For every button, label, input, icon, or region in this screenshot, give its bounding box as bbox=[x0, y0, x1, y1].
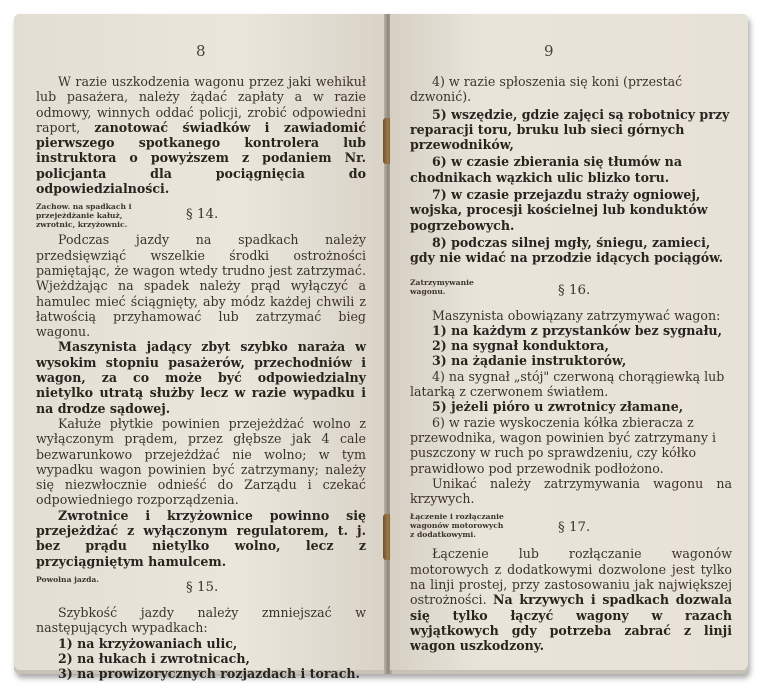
list-item: 5) wszędzie, gdzie zajęci są robotnicy przy reparacji toru, bruku lub sieci górnych przewodników, bbox=[410, 106, 730, 153]
list-item: 1) na krzyżowaniach ulic, bbox=[58, 635, 238, 651]
booklet bbox=[14, 14, 748, 682]
list-item: 4) na sygnał „stój" czerwoną chorągiewką lub latarką z czerwonem światłem. bbox=[410, 368, 725, 400]
list-item: 2) na sygnał konduktora, bbox=[432, 338, 609, 354]
list-item: 5) jeżeli pióro u zwrotnicy złamane, bbox=[432, 399, 684, 415]
continued-list bbox=[410, 74, 732, 266]
intro-text: W razie uszkodzenia wagonu przez jaki wehikuł lub pasażera, należy żądać zapłaty a w razie odmowy, winnych oddać policji, zrobić odpowiedni raport, bbox=[36, 74, 366, 135]
section-15-number: § 15. bbox=[186, 579, 219, 595]
section-15-header bbox=[36, 573, 366, 603]
section-14-paragraph-2: Maszynista jadący zbyt szybko naraża w wysokim stopniu pasażerów, przechodniów i wagon, za co może być odpowiedzialny nietylko utratą służby lecz w razie wypadku i na drodze sądowej. bbox=[36, 339, 366, 416]
section-17-text: Łączenie lub rozłączanie wagonów motorowych z dodatkowymi dozwolone jest tylko na linji prostej, przy zastosowaniu jak największej ostrożności. bbox=[410, 546, 732, 608]
section-16-sidenote: Zatrzymywanie wagonu. bbox=[410, 277, 474, 296]
section-16-paragraph-2: Unikać należy zatrzymywania wagonu na krzywych. bbox=[410, 475, 732, 507]
section-17-header bbox=[410, 510, 732, 544]
list-item: 2) na łukach i zwrotnicach, bbox=[58, 650, 250, 666]
right-page bbox=[390, 14, 748, 670]
list-item: 7) w czasie przejazdu straży ogniowej, wojska, procesji kościelnej lub konduktów pogrzebowych. bbox=[410, 187, 708, 233]
section-16-list bbox=[410, 323, 732, 476]
intro-paragraph bbox=[36, 74, 366, 196]
section-14-paragraph-3: Kałuże płytkie powinien przejeżdżać wolno z wyłączonym prądem, przez głębsze jak 4 cale bezwarunkowo przejeżdżać nie wolno; w tym wypadku wagon powinien być zatrzymany; należy się niezwłocznie odnieść do Zarządu i czekać odpowiedniego rozporządzenia. bbox=[36, 415, 366, 508]
right-page-text bbox=[410, 74, 732, 654]
section-14-number: § 14. bbox=[186, 207, 219, 223]
list-item: 4) w razie spłoszenia się koni (przestać dzwonić). bbox=[410, 74, 683, 105]
section-17-paragraph bbox=[410, 546, 732, 653]
page-number: 8 bbox=[196, 42, 206, 60]
section-17-bold-text: Na krzywych i spadkach dozwala się tylko łączyć wagony w razach wyjątkowych gdy potrzeba zabrać z linji wagon uszkodzony. bbox=[410, 592, 732, 654]
left-page-text bbox=[36, 74, 366, 681]
list-item: 3) na żądanie instruktorów, bbox=[432, 353, 627, 369]
section-14-sidenote: Zachow. na spadkach i przejeżdżanie kałuż, zwrotnic, krzyżownic. bbox=[36, 202, 132, 230]
section-14-header bbox=[36, 200, 366, 230]
section-14-paragraph-1: Podczas jazdy na spadkach należy przedsięwziąć wszelkie środki ostrożności pamiętając, że wagon wtedy trudno jest zatrzymać. Wjeżdżając na spadek należy prąd wyłączyć a hamulec mieć ściągnięty, aby módz każdej chwili z łatwością przyhamować lub zatrzymać bieg wagonu. bbox=[36, 232, 366, 340]
list-item: 3) na prowizorycznych rozjazdach i torach. bbox=[58, 666, 360, 682]
page-number: 9 bbox=[544, 42, 554, 60]
list-item: 6) w razie wyskoczenia kółka zbieracza z przewodnika, wagon powinien być zatrzymany i puszczony w ruch po sprawdzeniu, czy kółko prawidłowo pod przewodnik podłożono. bbox=[410, 414, 716, 476]
section-16-paragraph-1: Maszynista obowiązany zatrzymywać wagon: bbox=[432, 307, 721, 323]
section-17-sidenote: Łączenie i rozłączanie wagonów motorowych z dodatkowymi. bbox=[410, 512, 504, 540]
list-item: 6) w czasie zbierania się tłumów na chodnikach wązkich ulic blizko toru. bbox=[410, 154, 682, 185]
section-15-sidenote: Powolna jazda. bbox=[36, 574, 99, 584]
section-15-paragraph-1: Szybkość jazdy należy zmniejszać w następujących wypadkach: bbox=[36, 604, 366, 636]
section-17-number: § 17. bbox=[558, 520, 591, 536]
section-16-header bbox=[410, 276, 732, 306]
list-item: 1) na każdym z przystanków bez sygnału, bbox=[432, 322, 722, 338]
section-15-list bbox=[36, 636, 366, 682]
intro-bold-text: zanotować świadków i zawiadomić pierwszego spotkanego kontrolera lub instruktora o powyższem z podaniem Nr. policjanta dla pociągnięcia do odpowiedzialności. bbox=[36, 119, 366, 197]
section-14-paragraph-4: Zwrotnice i krzyżownice powinno się przejeżdżać z wyłączonym regulatorem, t. j. bez prądu nietylko wolno, lecz z przyciągniętym hamulcem. bbox=[36, 507, 366, 569]
list-item: 8) podczas silnej mgły, śniegu, zamieci, gdy nie widać na przodzie idących pociągów. bbox=[410, 234, 724, 266]
section-16-number: § 16. bbox=[558, 282, 591, 298]
left-page bbox=[14, 14, 386, 682]
